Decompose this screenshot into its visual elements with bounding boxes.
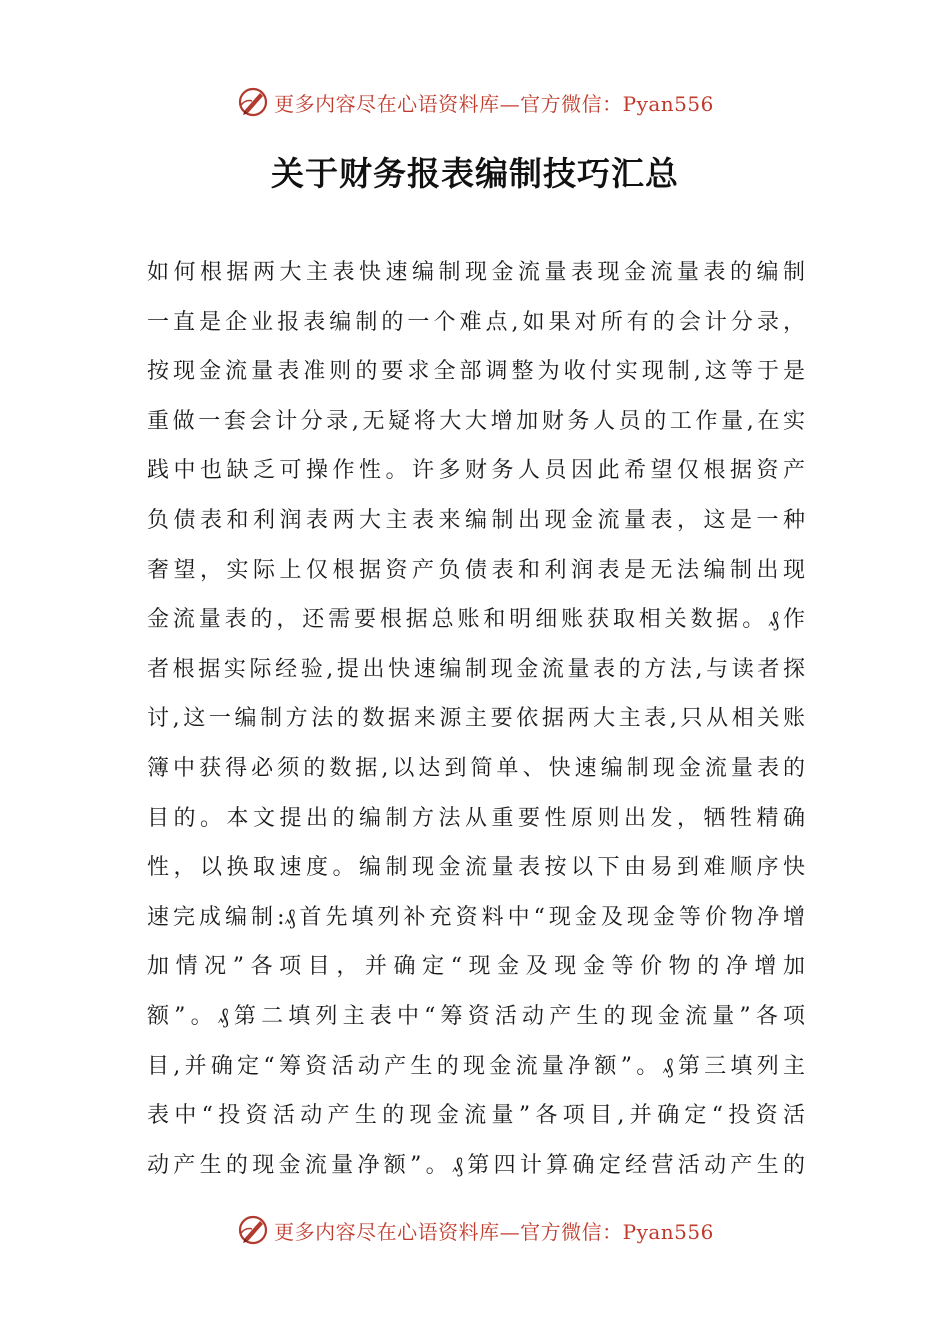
body-line: 表中“投资活动产生的现金流量”各项目,并确定“投资活 bbox=[147, 1103, 805, 1129]
pen-logo-icon bbox=[236, 1213, 270, 1247]
body-line: 讨,这一编制方法的数据来源主要依据两大主表,只从相关账 bbox=[147, 706, 805, 732]
body-line: 重做一套会计分录,无疑将大大增加财务人员的工作量,在实 bbox=[147, 408, 805, 434]
header-banner-text: 更多内容尽在心语资料库—官方微信：Pyan556 bbox=[274, 91, 714, 116]
body-line: 目,并确定“筹资活动产生的现金流量净额”。₰第三填列主 bbox=[147, 1053, 805, 1079]
document-body bbox=[147, 248, 805, 1190]
body-line: 一直是企业报表编制的一个难点,如果对所有的会计分录， bbox=[147, 309, 805, 335]
page-title: 关于财务报表编制技巧汇总 bbox=[271, 154, 679, 193]
body-line: 速完成编制:₰首先填列补充资料中“现金及现金等价物净增 bbox=[147, 904, 805, 930]
pen-logo-icon bbox=[236, 85, 270, 119]
body-line: 奢望，实际上仅根据资产负债表和利润表是无法编制出现 bbox=[147, 557, 805, 583]
body-line: 按现金流量表准则的要求全部调整为收付实现制,这等于是 bbox=[147, 359, 805, 385]
footer-banner-text: 更多内容尽在心语资料库—官方微信：Pyan556 bbox=[274, 1219, 714, 1244]
body-line: 额”。₰第二填列主表中“筹资活动产生的现金流量”各项 bbox=[147, 1003, 805, 1029]
footer-banner bbox=[0, 1210, 950, 1250]
header-banner bbox=[0, 82, 950, 122]
body-line: 动产生的现金流量净额”。₰第四计算确定经营活动产生的 bbox=[147, 1152, 805, 1178]
body-line: 金流量表的，还需要根据总账和明细账获取相关数据。₰作 bbox=[147, 607, 805, 633]
body-line: 簿中获得必须的数据,以达到简单、快速编制现金流量表的 bbox=[147, 755, 805, 781]
body-line: 践中也缺乏可操作性。许多财务人员因此希望仅根据资产 bbox=[147, 458, 805, 484]
body-line: 加情况”各项目，并确定“现金及现金等价物的净增加 bbox=[147, 954, 805, 980]
body-line: 性，以换取速度。编制现金流量表按以下由易到难顺序快 bbox=[147, 855, 805, 881]
body-line: 如何根据两大主表快速编制现金流量表现金流量表的编制 bbox=[147, 260, 805, 285]
body-line: 负债表和利润表两大主表来编制出现金流量表，这是一种 bbox=[147, 507, 805, 533]
body-line: 者根据实际经验,提出快速编制现金流量表的方法,与读者探 bbox=[147, 656, 805, 682]
body-line: 目的。本文提出的编制方法从重要性原则出发，牺牲精确 bbox=[147, 805, 805, 831]
